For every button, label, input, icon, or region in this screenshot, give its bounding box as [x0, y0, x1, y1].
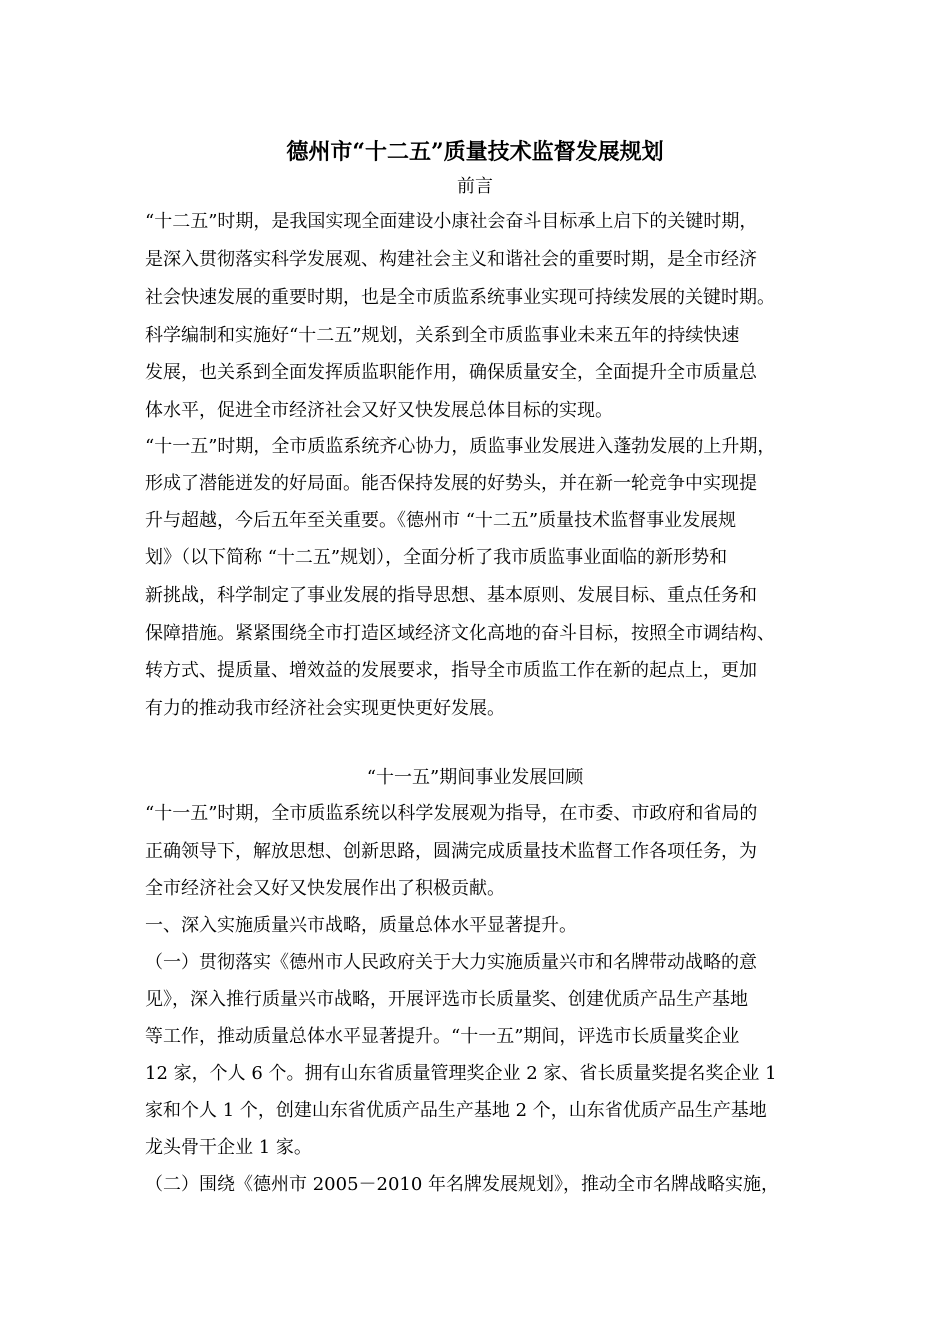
preface-line: “十二五”时期，是我国实现全面建设小康社会奋斗目标承上启下的关键时期，: [145, 211, 758, 232]
review-line: “十一五”时期，全市质监系统以科学发展观为指导，在市委、市政府和省局的: [145, 803, 758, 824]
review-heading: “十一五”期间事业发展回顾: [366, 767, 584, 788]
review-line: 龙头骨干企业 1 家。: [145, 1137, 312, 1158]
preface-line: 有力的推动我市经济社会实现更快更好发展。: [145, 698, 505, 719]
preface-line: 划》（以下简称 “十二五”规划），全面分析了我市质监事业面临的新形势和: [145, 547, 728, 568]
preface-line: 体水平，促进全市经济社会又好又快发展总体目标的实现。: [145, 400, 613, 421]
preface-heading: 前言: [457, 176, 493, 197]
preface-line: 社会快速发展的重要时期，也是全市质监系统事业实现可持续发展的关键时期。: [145, 287, 775, 308]
review-line: 等工作，推动质量总体水平显著提升。“十一五”期间，评选市长质量奖企业: [145, 1026, 740, 1047]
preface-line: 新挑战，科学制定了事业发展的指导思想、基本原则、发展目标、重点任务和: [145, 585, 757, 606]
preface-line: “十一五”时期，全市质监系统齐心协力，质监事业发展进入蓬勃发展的上升期，: [145, 436, 776, 457]
preface-line: 升与超越，今后五年至关重要。《德州市 “十二五”质量技术监督事业发展规: [145, 510, 737, 531]
review-line: 一、深入实施质量兴市战略，质量总体水平显著提升。: [145, 915, 577, 936]
review-line: （一）贯彻落实《德州市人民政府关于大力实施质量兴市和名牌带动战略的意: [145, 952, 757, 973]
preface-line: 科学编制和实施好“十二五”规划，关系到全市质监事业未来五年的持续快速: [145, 325, 740, 346]
review-line: （二）围绕《德州市 2005－2010 年名牌发展规划》，推动全市名牌战略实施，: [145, 1174, 780, 1195]
review-line: 家和个人 1 个，创建山东省优质产品生产基地 2 个，山东省优质产品生产基地: [145, 1100, 767, 1121]
document-title: 德州市“十二五”质量技术监督发展规划: [286, 139, 664, 165]
review-line: 全市经济社会又好又快发展作出了积极贡献。: [145, 878, 505, 899]
preface-line: 转方式、提质量、增效益的发展要求，指导全市质监工作在新的起点上，更加: [145, 660, 757, 681]
review-line: 正确领导下，解放思想、创新思路，圆满完成质量技术监督工作各项任务，为: [145, 841, 757, 862]
review-line: 见》，深入推行质量兴市战略，开展评选市长质量奖、创建优质产品生产基地: [145, 989, 748, 1010]
preface-line: 形成了潜能迸发的好局面。能否保持发展的好势头，并在新一轮竞争中实现提: [145, 473, 757, 494]
preface-line: 发展，也关系到全面发挥质监职能作用，确保质量安全，全面提升全市质量总: [145, 362, 757, 383]
preface-line: 是深入贯彻落实科学发展观、构建社会主义和谐社会的重要时期，是全市经济: [145, 249, 757, 270]
review-line: 12 家，个人 6 个。拥有山东省质量管理奖企业 2 家、省长质量奖提名奖企业 1: [145, 1063, 777, 1084]
preface-line: 保障措施。紧紧围绕全市打造区域经济文化高地的奋斗目标，按照全市调结构、: [145, 623, 775, 644]
